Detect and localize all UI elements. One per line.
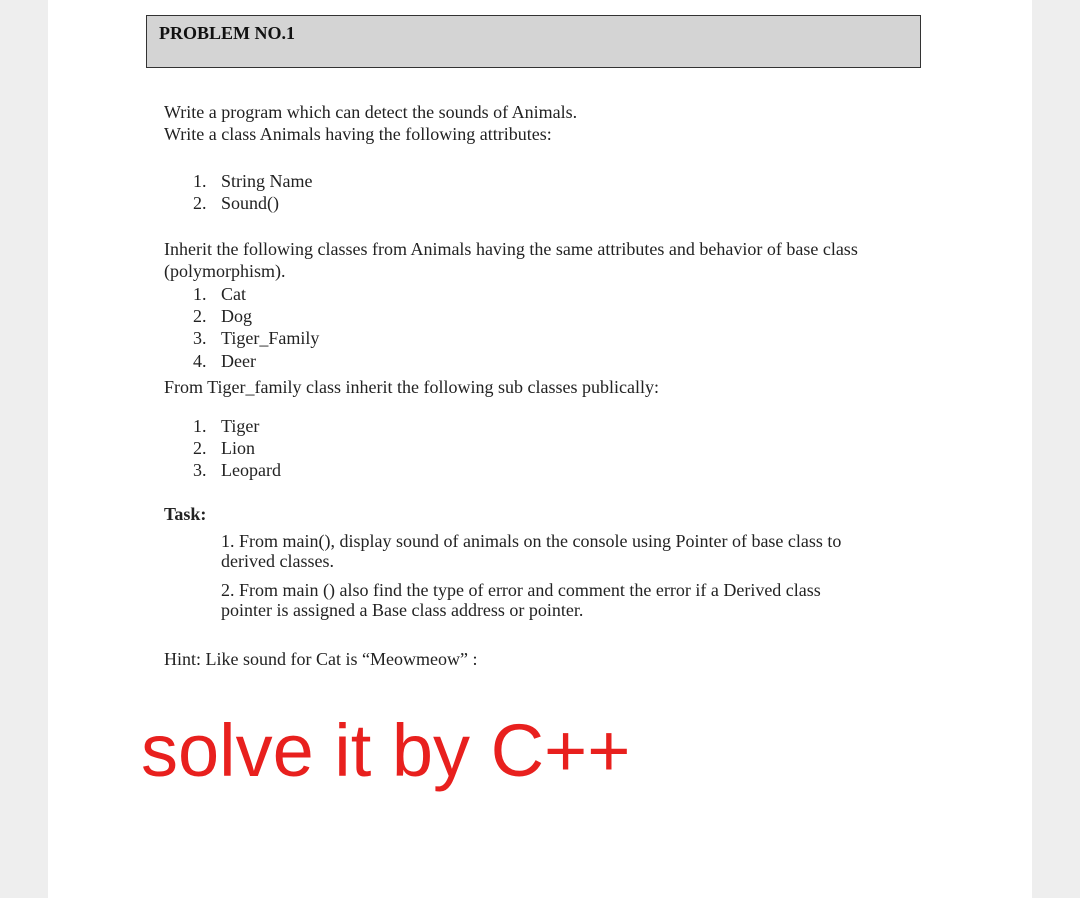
inherit-line-2: (polymorphism).: [164, 261, 286, 281]
hint-text: Hint: Like sound for Cat is “Meowmeow” :: [164, 649, 478, 669]
derived-class-item: Deer: [221, 351, 256, 371]
derived-class-item: Dog: [221, 306, 252, 326]
subclass-number: 1.: [193, 416, 207, 436]
derived-class-number: 2.: [193, 306, 207, 326]
attribute-number: 2.: [193, 193, 207, 213]
attribute-number: 1.: [193, 171, 207, 191]
inherit-line-1: Inherit the following classes from Animals having the same attributes and behavior of base class: [164, 239, 858, 259]
subclass-item: Tiger: [221, 416, 260, 436]
subclass-number: 2.: [193, 438, 207, 458]
problem-title: PROBLEM NO.1: [159, 23, 296, 43]
derived-class-number: 1.: [193, 284, 207, 304]
tiger-family-line: From Tiger_family class inherit the following sub classes publically:: [164, 377, 659, 397]
subclass-item: Lion: [221, 438, 255, 458]
derived-class-item: Tiger_Family: [221, 328, 320, 348]
solve-annotation: solve it by C++: [141, 709, 631, 792]
task-item-2-line-1: 2. From main () also find the type of error and comment the error if a Derived class: [221, 580, 821, 600]
attribute-item: Sound(): [221, 193, 279, 213]
subclass-number: 3.: [193, 460, 207, 480]
derived-class-number: 3.: [193, 328, 207, 348]
problem-header: [146, 15, 921, 68]
task-item-1-line-1: 1. From main(), display sound of animals on the console using Pointer of base class to: [221, 531, 842, 551]
task-heading: Task:: [164, 504, 207, 524]
task-item-1-line-2: derived classes.: [221, 551, 334, 571]
derived-class-item: Cat: [221, 284, 246, 304]
intro-line-2: Write a class Animals having the following attributes:: [164, 124, 552, 144]
intro-line-1: Write a program which can detect the sounds of Animals.: [164, 102, 578, 122]
subclass-item: Leopard: [221, 460, 281, 480]
derived-class-number: 4.: [193, 351, 207, 371]
task-item-2-line-2: pointer is assigned a Base class address or pointer.: [221, 600, 584, 620]
attribute-item: String Name: [221, 171, 313, 191]
